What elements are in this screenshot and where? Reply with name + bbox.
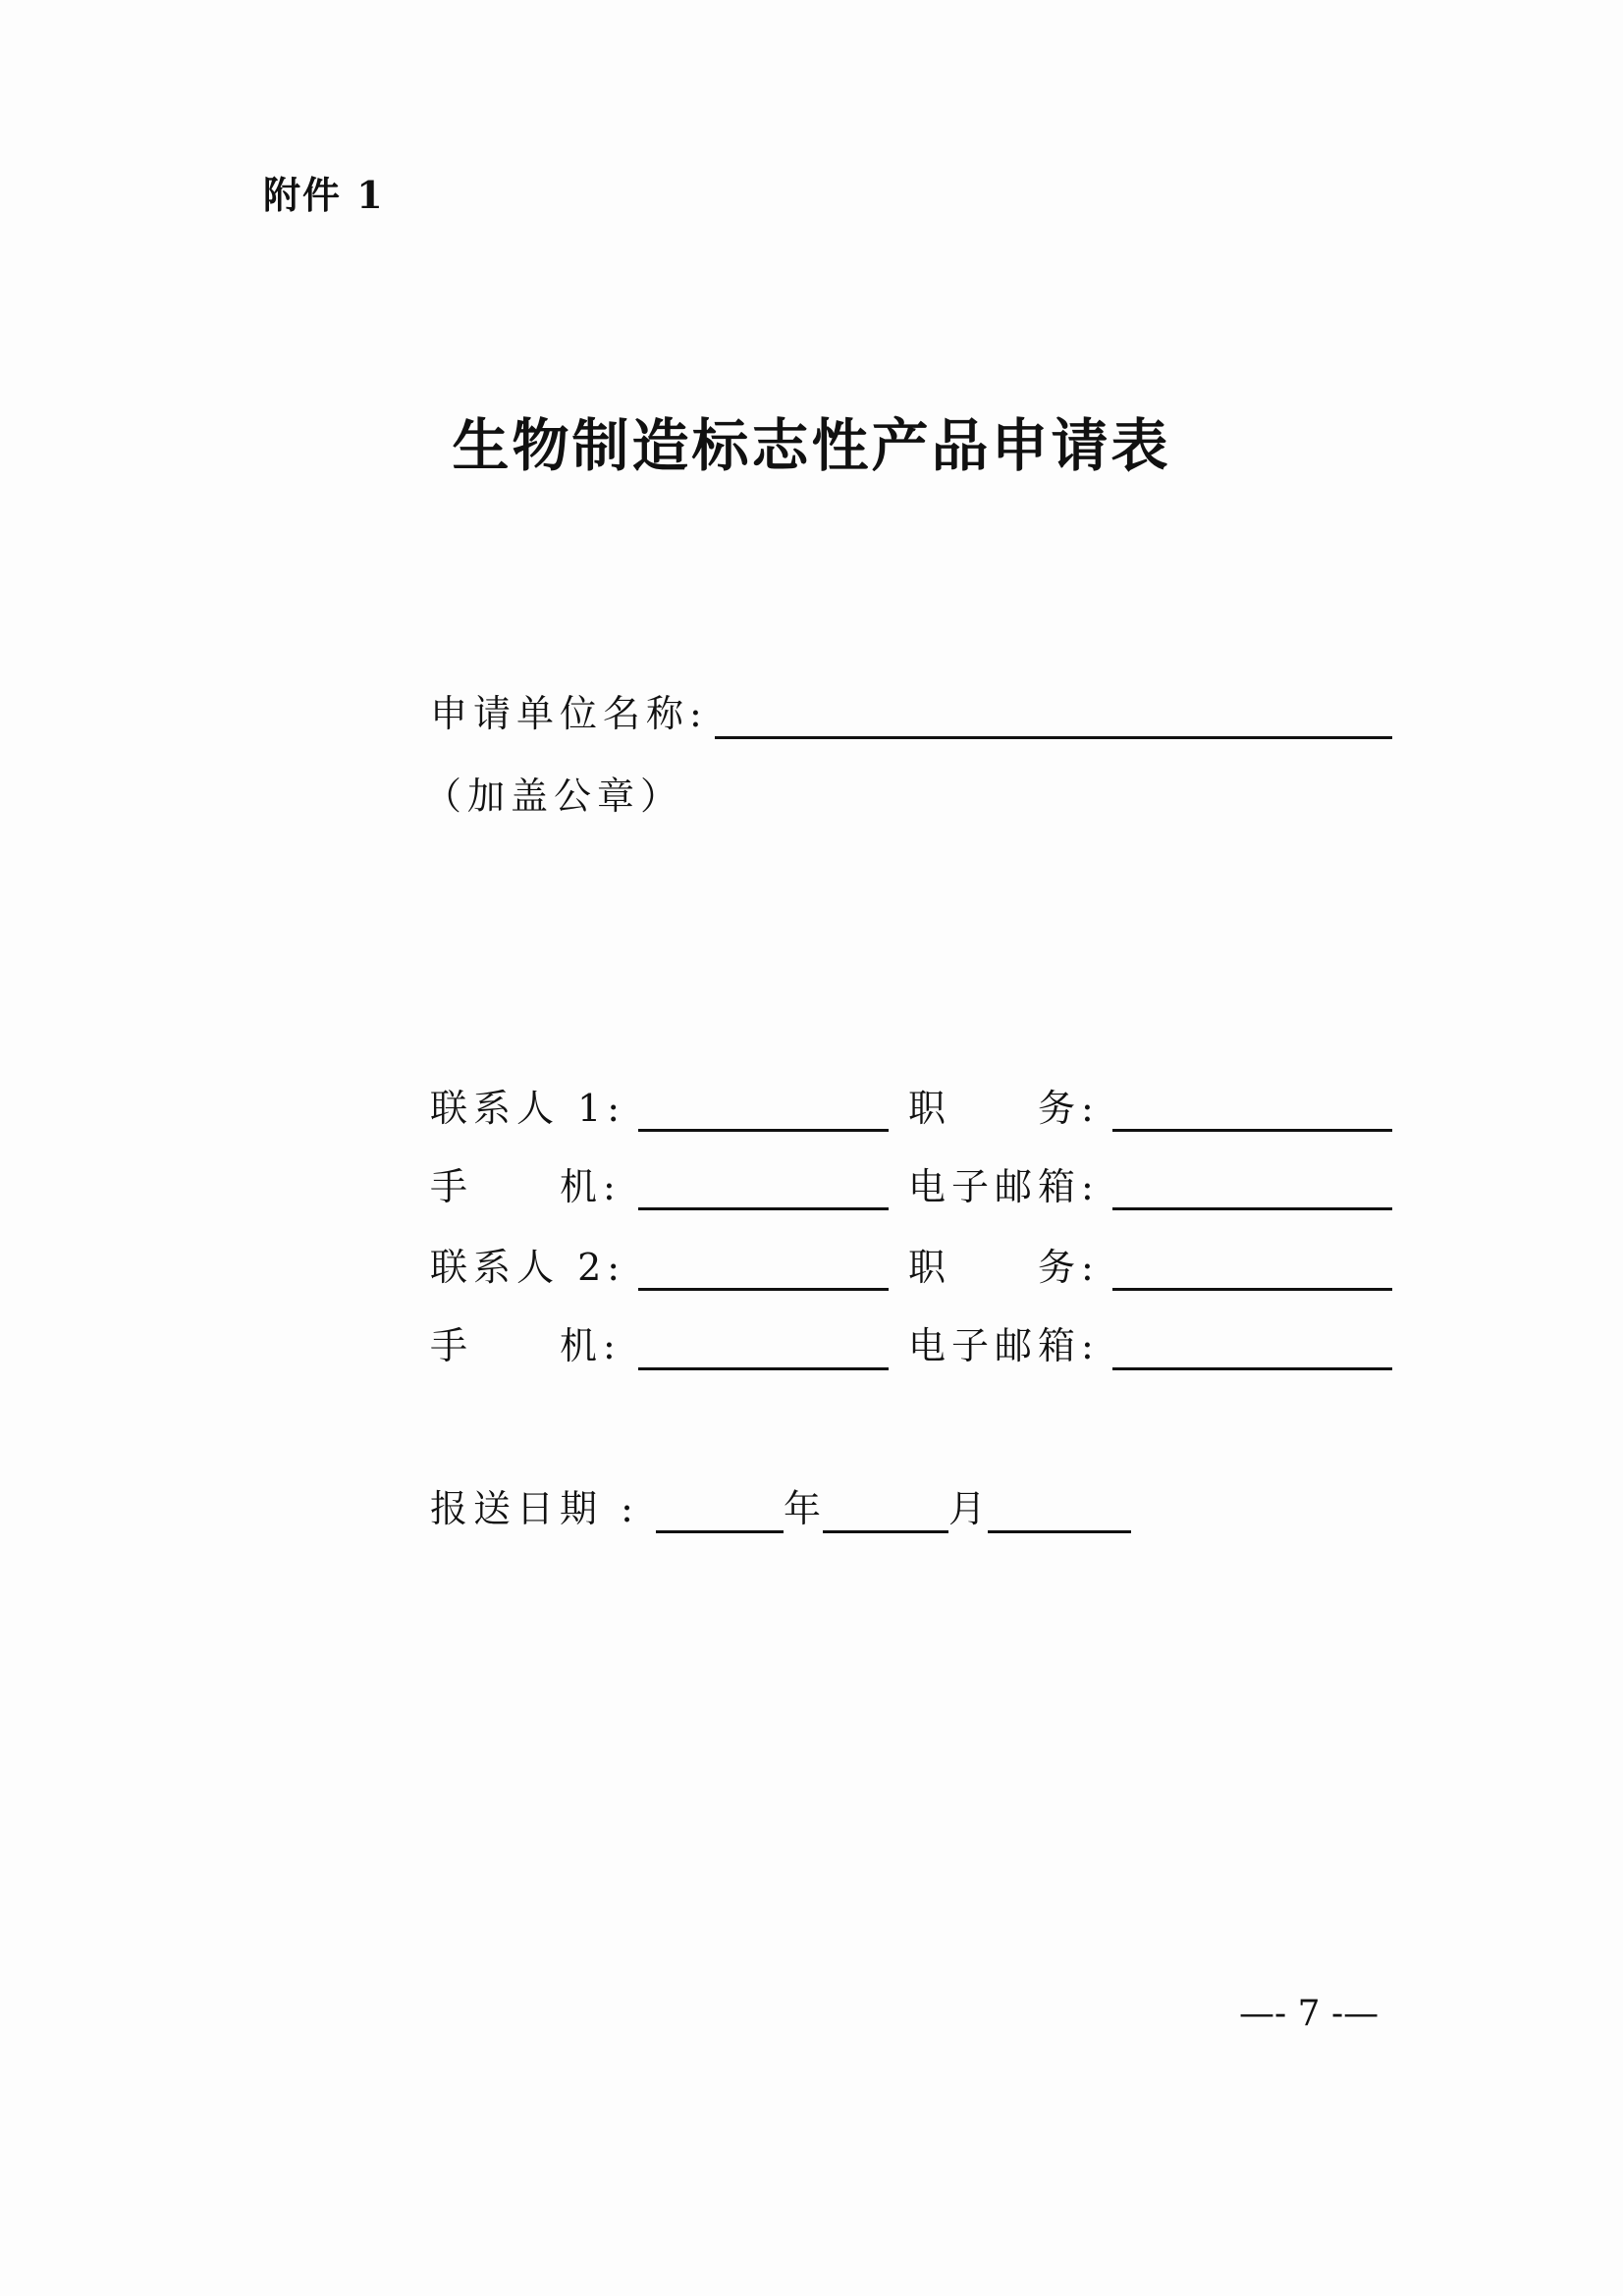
contact1-label: 联系人 1: [430, 1087, 626, 1130]
contact1-position-field[interactable] [1112, 1129, 1392, 1132]
date-label: 报送日期 : [430, 1487, 639, 1530]
contact2-email-field[interactable] [1112, 1367, 1392, 1370]
unit-name-field[interactable] [715, 736, 1392, 739]
contact1-email-field[interactable] [1112, 1207, 1392, 1210]
contact2-label: 联系人 2: [430, 1246, 626, 1289]
contact2-phone-field[interactable] [638, 1367, 889, 1370]
contact1-email-label: 电子邮箱: [908, 1165, 1100, 1208]
contact1-field[interactable] [638, 1129, 889, 1132]
contact1-position-label: 职 务: [908, 1087, 1100, 1130]
contact2-phone-label: 手 机: [430, 1324, 622, 1367]
date-year-field[interactable] [656, 1530, 784, 1533]
contact2-position-label: 职 务: [908, 1246, 1100, 1289]
seal-note: （加盖公章） [424, 774, 684, 818]
form-title: 生物制造标志性产品申请表 [452, 412, 1171, 479]
date-month-field[interactable] [823, 1530, 948, 1533]
date-month-label: 月 [948, 1487, 993, 1530]
date-day-field[interactable] [988, 1530, 1131, 1533]
contact2-position-field[interactable] [1112, 1288, 1392, 1291]
contact2-field[interactable] [638, 1288, 889, 1291]
date-year-label: 年 [784, 1487, 828, 1530]
page-number: —- 7 -— [1239, 1994, 1380, 2034]
contact1-phone-field[interactable] [638, 1207, 889, 1210]
unit-name-label: 申请单位名称: [430, 692, 708, 735]
attachment-label: 附件 1 [263, 173, 385, 217]
contact2-email-label: 电子邮箱: [908, 1324, 1100, 1367]
contact1-phone-label: 手 机: [430, 1165, 622, 1208]
